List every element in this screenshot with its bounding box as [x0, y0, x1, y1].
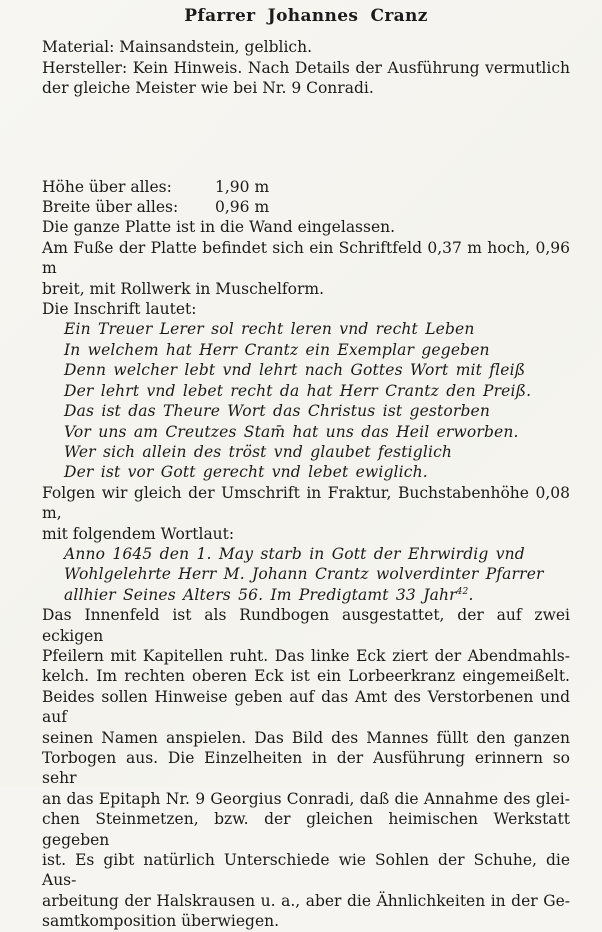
- dimensions-table: [42, 177, 570, 218]
- verse-line: Das ist das Theure Wort das Christus ist gestorben: [64, 402, 490, 421]
- umschrift-paragraph: [42, 483, 570, 544]
- description-line: kelch. Im rechten oberen Eck ist ein Lorbeerkranz eingemeißelt.: [42, 667, 570, 686]
- dimension-row-hoehe: [42, 177, 570, 197]
- verse-line: Wer sich allein des tröst vnd glaubet festiglich: [64, 442, 453, 461]
- dimension-value: 0,96 m: [215, 198, 270, 217]
- description-line: an das Epitaph Nr. 9 Georgius Conradi, daß die Annahme des glei-: [42, 789, 570, 808]
- description-line: Das Innenfeld ist als Rundbogen ausgestattet, der auf zwei eckigen: [42, 606, 570, 645]
- material-line: Material: Mainsandstein, gelblich.: [42, 38, 313, 57]
- description-line: arbeitung der Halskrausen u. a., aber die Ähnlichkeiten in der Ge-: [42, 891, 570, 910]
- verse-line: Ein Treuer Lerer sol recht leren vnd recht Leben: [64, 320, 475, 339]
- platte-line: Die ganze Platte ist in die Wand eingelassen.: [42, 218, 396, 237]
- verse-line: In welchem hat Herr Crantz ein Exemplar gegeben: [64, 340, 490, 359]
- schriftfeld-line: breit, mit Rollwerk in Muschelform.: [42, 279, 325, 298]
- verse-line: Vor uns am Creutzes Stam̄ hat uns das Heil erworben.: [64, 422, 519, 441]
- dimension-row-breite: [42, 197, 570, 217]
- verse-text: .: [468, 585, 474, 604]
- description-line: Torbogen aus. Die Einzelheiten in der Ausführung erinnern so sehr: [42, 749, 570, 788]
- inscription-verse: [42, 319, 570, 482]
- dimension-label: Breite über alles:: [42, 198, 179, 217]
- description-line: samtkomposition überwiegen.: [42, 912, 280, 931]
- description-paragraph: [42, 605, 570, 932]
- verse-line-with-footnote: [42, 585, 570, 605]
- inschrift-intro: Die Inschrift lautet:: [42, 300, 197, 319]
- description-line: Beides sollen Hinweise geben auf das Amt des Verstorbenen und auf: [42, 687, 570, 727]
- umschrift-verse: [42, 544, 570, 605]
- hersteller-line: der gleiche Meister wie bei Nr. 9 Conradi.: [42, 79, 374, 98]
- verse-text: allhier Seines Alters 56. Im Predigtamt 33 Jahr: [64, 585, 457, 604]
- umschrift-line: Folgen wir gleich der Umschrift in Fraktur, Buchstabenhöhe 0,08 m,: [42, 483, 570, 523]
- hersteller-paragraph: [42, 58, 570, 99]
- verse-line: Der ist vor Gott gerecht vnd lebet ewiglich.: [64, 463, 428, 482]
- dimension-value: 1,90 m: [215, 177, 270, 196]
- hersteller-line: Hersteller: Kein Hinweis. Nach Details der Ausführung vermutlich: [42, 58, 570, 77]
- verse-line: Denn welcher lebt vnd lehrt nach Gottes Wort mit fleiß: [64, 361, 526, 380]
- footnote-marker: 42: [456, 586, 469, 597]
- schriftfeld-paragraph: [42, 238, 570, 299]
- description-line: chen Steinmetzen, bzw. der gleichen heimischen Werkstatt gegeben: [42, 810, 570, 849]
- dimension-label: Höhe über alles:: [42, 177, 172, 196]
- page-title: Pfarrer Johannes Cranz: [184, 6, 428, 26]
- verse-line: Anno 1645 den 1. May starb in Gott der Ehrwirdig vnd: [64, 544, 525, 563]
- description-line: ist. Es gibt natürlich Unterschiede wie Sohlen der Schuhe, die Aus-: [42, 851, 570, 890]
- description-line: seinen Namen anspielen. Das Bild des Mannes füllt den ganzen: [42, 728, 570, 747]
- schriftfeld-line: Am Fuße der Platte befindet sich ein Schriftfeld 0,37 m hoch, 0,96 m: [42, 238, 570, 278]
- verse-line: Der lehrt vnd lebet recht da hat Herr Crantz den Preiß.: [64, 381, 532, 400]
- umschrift-line: mit folgendem Wortlaut:: [42, 524, 235, 543]
- description-line: Pfeilern mit Kapitellen ruht. Das linke Eck ziert der Abendmahls-: [42, 646, 570, 665]
- verse-line: Wohlgelehrte Herr M. Johann Crantz wolverdinter Pfarrer: [64, 565, 544, 584]
